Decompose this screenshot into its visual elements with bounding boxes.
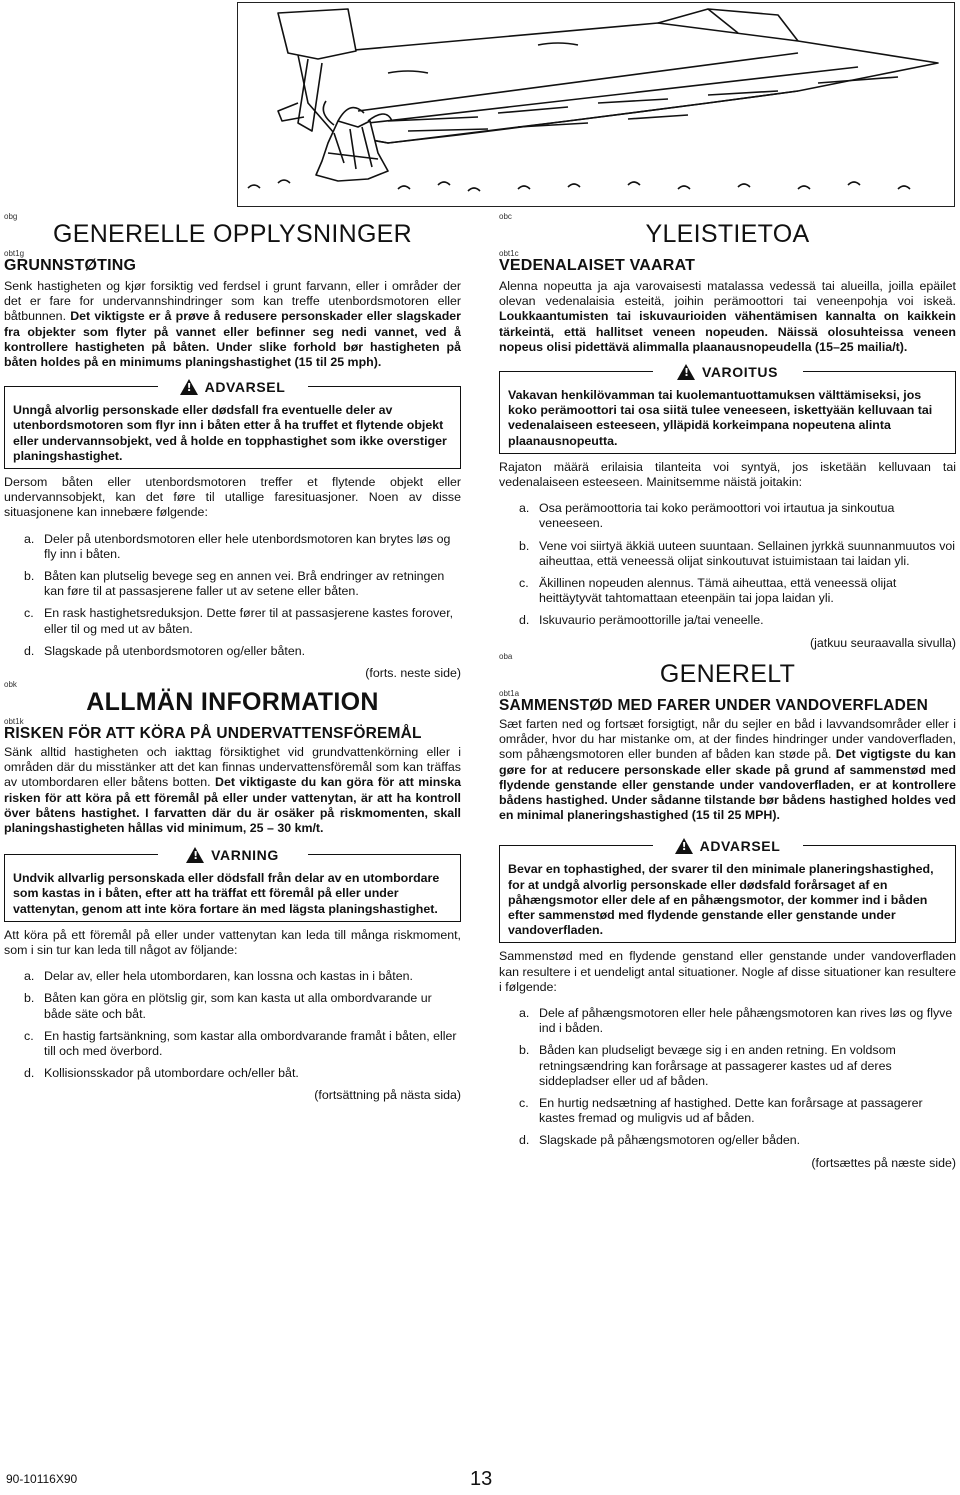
list-marker: a. [519, 1006, 530, 1021]
list-item [519, 1096, 956, 1126]
section-code: obg [4, 212, 18, 221]
after-paragraph: Dersom båten eller utenbordsmotoren treffer et flytende objekt eller undervannsobjekt, kan det føre til utallige faresituasjoner. Noen av disse situasjonene kan innebære følgende: [4, 475, 461, 520]
finnish-section [499, 212, 956, 651]
list-text: Kollisionsskador på utombordare och/eller båt. [44, 1066, 299, 1081]
boat-illustration [237, 2, 955, 207]
subsection-code: obt1k [4, 717, 24, 726]
subsection-title: RISKEN FÖR ATT KÖRA PÅ UNDERVATTENSFÖREMÅL [4, 725, 422, 742]
intro-normal-text: Alenna nopeutta ja aja varovaisesti matalassa vedessä tai alueilla, joilla epäilet olevan vedenalaisia esteitä, joihin perämoottori tai veneenpohja voi iskeä. [499, 279, 956, 309]
list-marker: a. [519, 501, 530, 516]
section-code: obk [4, 680, 17, 689]
consequence-list [499, 1006, 956, 1149]
list-item [519, 613, 956, 628]
norwegian-section [4, 212, 461, 681]
after-paragraph: Rajaton määrä erilaisia tilanteita voi syntyä, jos isketään kelluvaan tai vedenalaiseen esteeseen. Mainitsemme näistä joitakin: [499, 459, 956, 490]
list-item [24, 969, 461, 984]
list-marker: b. [519, 1043, 530, 1058]
list-item [519, 1133, 956, 1148]
subsection-code: obt1g [4, 249, 25, 258]
list-item [519, 1043, 956, 1089]
list-text: En hurtig nedsætning af hastighed. Dette kan forårsage at passagerer kastes fremad og muligvis ud af båden. [539, 1096, 923, 1126]
page-number: 13 [470, 1468, 493, 1490]
list-marker: a. [24, 969, 35, 984]
subsection-title: SAMMENSTØD MED FARER UNDER VANDOVERFLADEN [499, 697, 929, 714]
list-marker: c. [519, 576, 529, 591]
list-text: Vene voi siirtyä äkkiä uuteen suuntaan. Sellainen jyrkkä suunnanmuutos voi aiheuttaa, että veneessä olijat sinkoutuvat istuimistaan tai laidan yli. [539, 538, 956, 568]
list-item [519, 539, 956, 569]
section-code: obc [499, 212, 512, 221]
list-text: En hastig fartsänkning, som kastar alla ombordvarande framåt i båten, eller till och med överbord. [44, 1028, 457, 1059]
intro-bold-text: Det vigtigste du kan gøre for at reducere personskade eller skade på grund af sammenstød med flydende genstande eller genstande under vandoverfladen, er at kontrollere bådens hastighed. Under sådanne tilstande bør bådens hastighed holdes ved en minimal planeringshastighed (15 til 25 MPH). [499, 747, 956, 823]
list-text: Dele af påhængsmotoren eller hele påhængsmotoren kan rives løs og flyve ind i båden. [539, 1006, 953, 1036]
list-text: Iskuvaurio perämoottorille ja/tai veneelle. [539, 613, 764, 628]
list-item [519, 501, 956, 531]
list-text: En rask hastighetsreduksjon. Dette fører til at passasjerene kastes forover, eller til og med ut av båten. [44, 606, 454, 636]
section-title: GENERELT [659, 660, 796, 688]
warning-label: VAROITUS [701, 364, 779, 381]
list-text: Båten kan plutselig bevege seg en annen vei. Brå endringer av retningen kan føre til at passasjerene faller ut av setene eller båten. [44, 569, 445, 599]
boat-stump-drawing [238, 3, 954, 205]
intro-normal-text: Sänk alltid hastigheten och iakttag försiktighet vid grundvattenkörning eller i områden där du misstänker att det kan finnas undervattensföremål som kan träffas av utombordaren eller båtens botten. [4, 745, 461, 790]
warning-text: Bevar en tophastighed, der svarer til den minimale planeringshastighed, for at undgå alvorlig personskade eller dødsfald forårsaget af en påhængsmotor eller dele af en påhængsmotor, der kommer ind i båden efter sammenstød med flydende genstande eller genstande under vandoverfladen. [508, 862, 934, 938]
list-item [24, 569, 461, 599]
warning-header [653, 362, 803, 382]
list-text: Båten kan göra en plötslig gir, som kan kasta ut alla ombordvarande ur både säte och båt. [44, 991, 432, 1021]
list-item [519, 1006, 956, 1036]
list-text: Slagskade på utenbordsmotoren og/eller båten. [44, 643, 306, 658]
list-text: Osa perämoottoria tai koko perämoottori voi irtautua ja sinkoutua veneeseen. [539, 501, 895, 531]
section-title: GENERELLE OPPLYSNINGER [52, 220, 413, 248]
list-item [519, 576, 956, 606]
danish-section [499, 652, 956, 1171]
warning-label: ADVARSEL [204, 379, 286, 396]
intro-paragraph [499, 717, 956, 823]
warning-icon [180, 379, 198, 395]
intro-normal-text: Senk hastigheten og kjør forsiktig ved ferdsel i grunt farvann, eller i områder der det er fare for undervannshindringer som kan treffe utenbordsmotoren eller båtbunnen. [4, 279, 461, 324]
list-item [24, 1066, 461, 1081]
continued-note: (fortsættes på næste side) [811, 1155, 956, 1170]
subsection-code: obt1c [499, 249, 519, 258]
swedish-section [4, 680, 461, 1103]
list-text: Båden kan pludseligt bevæge sig i en anden retning. En voldsom retningsændring kan forårsage at passagerer kastes ud af deres siddepladser eller ud af båden. [539, 1043, 896, 1088]
intro-paragraph [499, 279, 956, 355]
list-item [24, 606, 461, 636]
list-marker: b. [519, 538, 530, 553]
list-text: Delar av, eller hela utombordaren, kan lossna och kastas in i båten. [44, 969, 413, 984]
warning-header [653, 836, 803, 856]
warning-box [4, 847, 461, 922]
warning-box [4, 379, 461, 469]
warning-icon [677, 364, 695, 380]
list-text: Slagskade på påhængsmotoren og/eller båden. [539, 1133, 801, 1148]
subsection-title: VEDENALAISET VAARAT [499, 257, 696, 274]
warning-text: Vakavan henkilövamman tai kuolemantuottamuksen välttämiseksi, jos koko perämoottori tai osa siitä tulee veneeseen, iskettyään kelluvaan tai vedenalaiseen esteeseen, ylläpidä korkeimpana nopeutena alinta plaanausnopeutta. [508, 388, 933, 448]
list-marker: d. [519, 613, 530, 628]
warning-label: ADVARSEL [699, 838, 781, 855]
section-title: ALLMÄN INFORMATION [86, 688, 379, 716]
consequence-list [499, 501, 956, 628]
warning-label: VARNING [211, 847, 279, 864]
warning-icon [186, 847, 204, 863]
consequence-list [4, 969, 461, 1081]
consequence-list [4, 532, 461, 659]
list-marker: c. [24, 606, 34, 621]
intro-bold-text: Det viktigste er å prøve å redusere personskader eller slagskader fra objekter som flyter på vannet eller befinner seg nedi vannet, ved å kontrollere hastigheten på båten. Under slike forhold bør hastigheten på båten holdes på en minimums planingshastighet (15 til 25 mph). [4, 309, 461, 370]
warning-text: Undvik allvarlig personskada eller dödsfall från delar av en utombordare som kastas in i båten, efter att ha träffat ett föremål på eller under vattenytan, genom att inte köra fortare än med lägsta planingshastighet. [13, 871, 440, 916]
warning-box [499, 838, 956, 943]
list-item [24, 1029, 461, 1059]
continued-note: (fortsättning på nästa sida) [314, 1088, 461, 1103]
list-text: Äkillinen nopeuden alennus. Tämä aiheuttaa, että veneessä olijat heittäytyvät tahtomattaan eteenpäin tai jopa laidan yli. [539, 576, 897, 606]
continued-note: (forts. neste side) [365, 666, 461, 681]
warning-icon [675, 838, 693, 854]
section-title: YLEISTIETOA [645, 220, 810, 248]
after-paragraph: Att köra på ett föremål på eller under vattenytan kan leda till många riskmoment, som i sin tur kan leda till något av följande: [4, 927, 461, 958]
after-paragraph: Sammenstød med en flydende genstand eller genstande under vandoverfladen kan resultere i et uendeligt antal situationer. Nogle af disse situationer kan resultere i følgende: [499, 949, 956, 994]
intro-bold-text: Det viktigaste du kan göra för att minska risken för att köra på ett föremål på eller under vattenytan, är att ha kontroll över båtens hastighet. I farvatten där du är osäker på riskmomenten, skall planingshastigheten hållas vid minimum, 25 – 30 km/t. [4, 775, 461, 836]
section-code: oba [499, 652, 513, 661]
subsection-title: GRUNNSTØTING [4, 257, 137, 274]
list-marker: b. [24, 569, 35, 584]
document-code: 90-10116X90 [6, 1472, 78, 1486]
list-marker: c. [24, 1028, 34, 1043]
list-marker: b. [24, 991, 35, 1006]
warning-box [499, 364, 956, 454]
list-item [24, 532, 461, 562]
list-item [24, 644, 461, 659]
continued-note: (jatkuu seuraavalla sivulla) [809, 635, 956, 650]
intro-paragraph [4, 745, 461, 836]
list-marker: c. [519, 1096, 529, 1111]
list-marker: d. [24, 643, 35, 658]
warning-header [158, 377, 308, 397]
list-text: Deler på utenbordsmotoren eller hele utenbordsmotoren kan brytes løs og fly inn i båten. [44, 531, 451, 561]
warning-text: Unngå alvorlig personskade eller dødsfall fra eventuelle deler av utenbordsmotoren som flyr inn i båten etter å ha truffet et flytende objekt eller undervannsobjekt, ved å holde en topphastighet som ikke overstiger planingshastighet. [13, 403, 447, 463]
intro-bold-text: Loukkaantumisten tai iskuvaurioiden vähentämisen kannalta on kaikkein tärkeintä, että hallitset veneen nopeuden. Näissä olosuhteissa veneen nopeus olisi pidettävä alimmalla plaanausnopeudella (15–25 mailia/t). [499, 309, 956, 354]
intro-normal-text: Sæt farten ned og fortsæt forsigtigt, når du sejler en båd i lavvandsområder eller i områder, hvor du har mistanke om, at der findes hindringer under vandoverfladen, som påhængsmotoren eller bunden af båden kan støde på. [499, 717, 956, 762]
warning-header [158, 845, 308, 865]
list-marker: d. [519, 1133, 530, 1148]
subsection-code: obt1a [499, 689, 520, 698]
intro-paragraph [4, 279, 461, 370]
list-marker: a. [24, 531, 35, 546]
list-item [24, 991, 461, 1021]
list-marker: d. [24, 1066, 35, 1081]
